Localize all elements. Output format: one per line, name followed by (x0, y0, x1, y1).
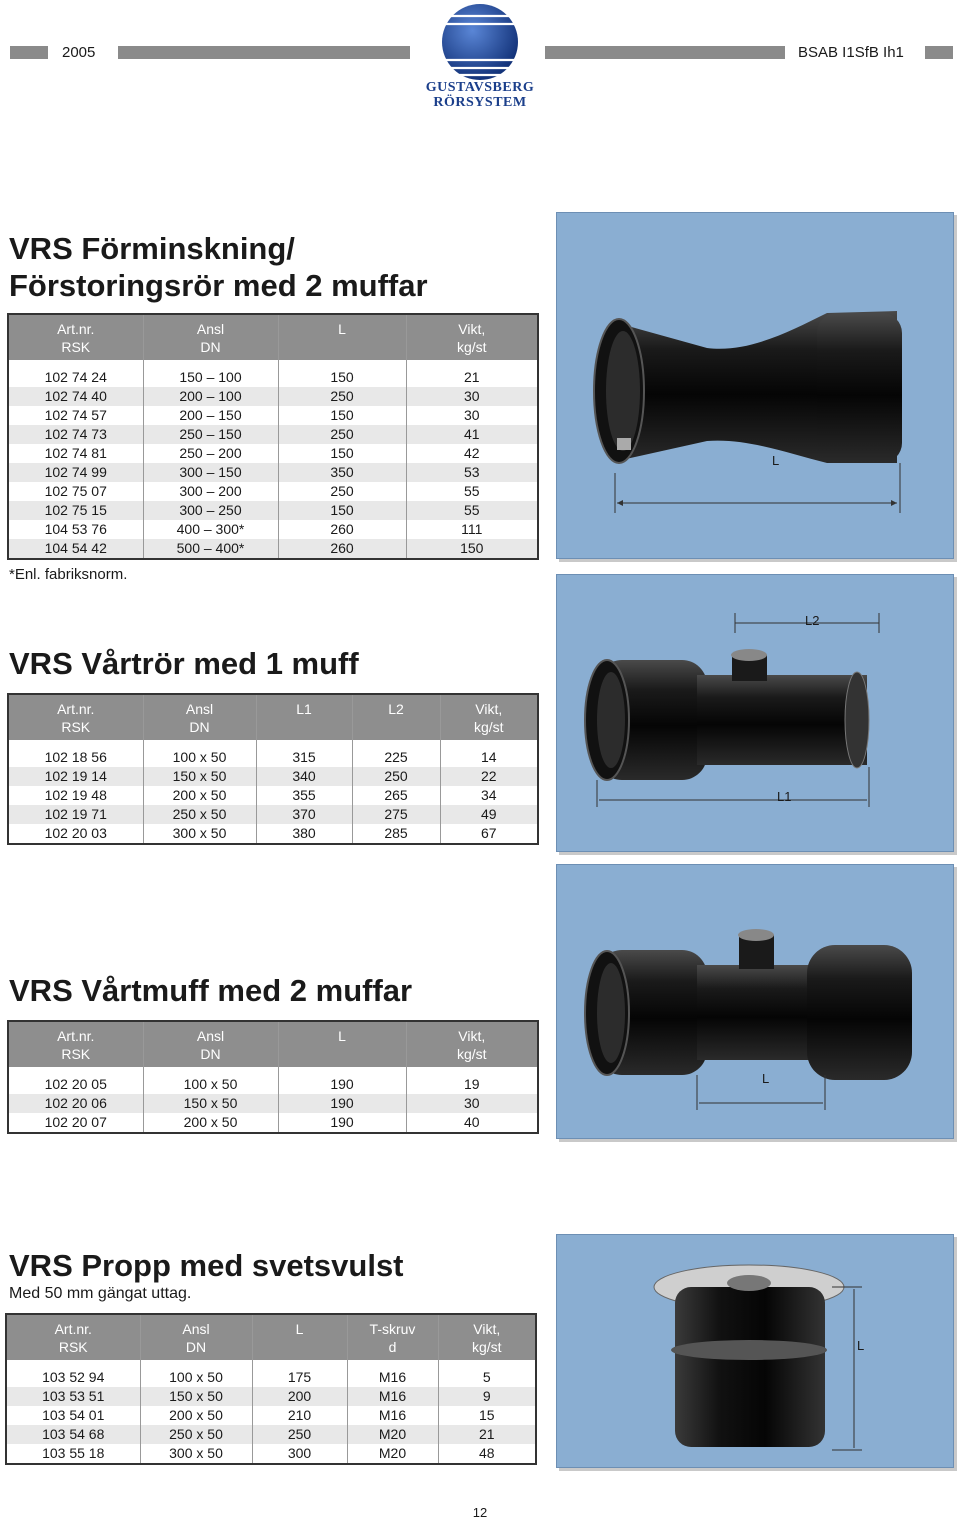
col-header-art: Art.nr. RSK (8, 314, 143, 360)
dim-l: L (772, 453, 780, 468)
table-cell: 400 – 300* (143, 520, 278, 539)
table-cell: 41 (406, 425, 538, 444)
col-header-l1: L1 (256, 694, 352, 740)
table-cell: 40 (406, 1113, 538, 1133)
table-cell: 260 (278, 520, 406, 539)
tee-pipe-illustration (557, 575, 953, 851)
table-row (8, 824, 538, 844)
table-cell: 100 x 50 (143, 1067, 278, 1094)
table-cell: 200 x 50 (143, 1113, 278, 1133)
table-cell: 250 x 50 (143, 805, 256, 824)
table-row (8, 425, 538, 444)
table-cell: 150 x 50 (143, 767, 256, 786)
table-cell: 250 (278, 387, 406, 406)
table-cell: 150 (278, 444, 406, 463)
table-cell: 104 54 42 (8, 539, 143, 559)
table-cell: 500 – 400* (143, 539, 278, 559)
table-cell: 49 (440, 805, 538, 824)
table-cell: 315 (256, 740, 352, 767)
section1-title (9, 230, 428, 304)
table-cell: 380 (256, 824, 352, 844)
table-cell: 102 74 57 (44, 407, 107, 423)
header-code: BSAB I1SfB Ih1 (798, 44, 904, 61)
table-cell: 250 (278, 482, 406, 501)
table-cell: 370 (256, 805, 352, 824)
table-cell: 102 20 06 (8, 1094, 143, 1113)
table-cell: M16 (347, 1360, 438, 1387)
section1-title-line1: VRS Förminskning/ (9, 231, 295, 266)
table-cell: 300 (252, 1444, 347, 1464)
logo-line1: GUSTAVSBERG (425, 80, 535, 95)
table-cell: M16 (347, 1406, 438, 1425)
product-image-reducer (556, 212, 954, 559)
section2-title: VRS Vårtrör med 1 muff (9, 646, 359, 681)
table-cell: 100 x 50 (140, 1360, 252, 1387)
table-cell: 250 – 200 (143, 444, 278, 463)
table-cell: 102 19 48 (44, 787, 107, 803)
section4-rows (6, 1360, 536, 1464)
table-cell: 102 18 56 (44, 749, 107, 765)
table-row (8, 501, 538, 520)
reducer-pipe-illustration (557, 213, 953, 558)
col-header-dn: Ansl DN (140, 1314, 252, 1360)
table-cell: 250 x 50 (140, 1425, 252, 1444)
table-cell: 9 (438, 1387, 536, 1406)
table-cell: 355 (256, 786, 352, 805)
table-cell: 5 (438, 1360, 536, 1387)
col-header-weight: Vikt, kg/st (406, 1021, 538, 1067)
section4-title: VRS Propp med svetsvulst (9, 1248, 404, 1283)
col-header-art: Art.nr. RSK (8, 1021, 143, 1067)
table-row (6, 1406, 536, 1425)
table-cell: 190 (278, 1067, 406, 1094)
table-cell: 102 75 15 (8, 501, 143, 520)
table-cell: 210 (252, 1406, 347, 1425)
table-cell: 53 (406, 463, 538, 482)
table-cell: 250 (352, 767, 440, 786)
table-row (8, 1113, 538, 1133)
section3-title: VRS Vårtmuff med 2 muffar (9, 973, 413, 1008)
header-bar-right (925, 46, 953, 59)
table-row (8, 463, 538, 482)
table-row (6, 1387, 536, 1406)
table-row (6, 1444, 536, 1464)
table-cell: 104 53 76 (44, 521, 107, 537)
table-cell: 265 (352, 786, 440, 805)
table-row (6, 1360, 536, 1387)
table-cell: 250 (252, 1425, 347, 1444)
table-cell: 340 (256, 767, 352, 786)
table-row (8, 786, 538, 805)
table-cell: 21 (406, 360, 538, 387)
section3-rows (8, 1067, 538, 1133)
table-cell: 21 (438, 1425, 536, 1444)
plug-illustration (557, 1235, 953, 1467)
table-cell: 102 74 73 (8, 425, 143, 444)
header-year: 2005 (62, 44, 96, 61)
table-cell: 190 (278, 1094, 406, 1113)
table-row (8, 444, 538, 463)
table-cell: 103 54 01 (42, 1407, 105, 1423)
col-header-l2: L2 (352, 694, 440, 740)
table-cell: 30 (406, 1094, 538, 1113)
section2-table (7, 693, 539, 845)
dim-l: L (762, 1071, 770, 1086)
table-cell: 14 (440, 740, 538, 767)
table-cell: 150 (278, 501, 406, 520)
table-cell: 200 – 150 (143, 406, 278, 425)
table-cell: 200 (252, 1387, 347, 1406)
table-cell: 102 19 71 (8, 805, 143, 824)
section4-subtitle: Med 50 mm gängat uttag. (9, 1285, 192, 1302)
table-cell: 300 x 50 (140, 1444, 252, 1464)
col-header-dn: Ansl DN (143, 314, 278, 360)
table-row (8, 805, 538, 824)
table-cell: 42 (406, 444, 538, 463)
table-row (8, 539, 538, 559)
table-cell: 102 74 99 (8, 463, 143, 482)
table-row (8, 1094, 538, 1113)
col-header-art: Art.nr. RSK (6, 1314, 140, 1360)
page-number: 12 (472, 1505, 488, 1520)
table-cell: 150 (278, 406, 406, 425)
double-socket-tee-illustration (557, 865, 953, 1138)
table-cell: 300 x 50 (143, 824, 256, 844)
table-cell: 102 74 81 (44, 445, 107, 461)
header-bar-mid-right (545, 46, 785, 59)
section1-footnote: *Enl. fabriksnorm. (9, 566, 128, 583)
dim-l2: L2 (805, 613, 820, 628)
table-row (6, 1425, 536, 1444)
dim-l1: L1 (777, 789, 792, 804)
globe-icon (380, 0, 580, 80)
table-cell: 102 74 24 (44, 369, 107, 385)
table-cell: 350 (278, 463, 406, 482)
table-cell: 250 – 150 (143, 425, 278, 444)
table-cell: 103 52 94 (42, 1369, 105, 1385)
product-image-double-socket-tee (556, 864, 954, 1139)
logo (380, 0, 580, 112)
table-cell: 30 (406, 387, 538, 406)
table-cell: 103 55 18 (42, 1445, 105, 1461)
col-header-weight: Vikt, kg/st (440, 694, 538, 740)
section4-table (5, 1313, 537, 1465)
table-cell: 150 x 50 (143, 1094, 278, 1113)
table-cell: 285 (352, 824, 440, 844)
table-cell: 200 – 100 (143, 387, 278, 406)
col-header-l: L (278, 1021, 406, 1067)
table-cell: 102 75 07 (44, 483, 107, 499)
header-bar-left (10, 46, 48, 59)
col-header-l: L (252, 1314, 347, 1360)
table-row (8, 740, 538, 767)
table-row (8, 406, 538, 425)
table-cell: M20 (347, 1444, 438, 1464)
table-cell: 34 (440, 786, 538, 805)
table-cell: 48 (438, 1444, 536, 1464)
table-row (8, 1067, 538, 1094)
header-bar-mid-left (118, 46, 410, 59)
table-cell: 22 (440, 767, 538, 786)
section1-title-line2: Förstoringsrör med 2 muffar (9, 268, 428, 303)
table-cell: 55 (406, 501, 538, 520)
table-row (8, 482, 538, 501)
table-row (8, 520, 538, 539)
table-cell: 102 20 07 (44, 1114, 107, 1130)
table-cell: 150 x 50 (140, 1387, 252, 1406)
table-cell: 200 x 50 (143, 786, 256, 805)
table-cell: 200 x 50 (140, 1406, 252, 1425)
table-cell: 111 (406, 520, 538, 539)
table-cell: 15 (438, 1406, 536, 1425)
table-cell: 300 – 200 (143, 482, 278, 501)
table-cell: 67 (440, 824, 538, 844)
section1-table (7, 313, 539, 560)
section3-table (7, 1020, 539, 1134)
table-cell: 102 20 05 (44, 1076, 107, 1092)
table-cell: 55 (406, 482, 538, 501)
table-cell: 103 53 51 (6, 1387, 140, 1406)
col-header-l: L (278, 314, 406, 360)
table-cell: 30 (406, 406, 538, 425)
col-header-tscrew: T-skruv d (347, 1314, 438, 1360)
table-cell: 150 – 100 (143, 360, 278, 387)
table-cell: 175 (252, 1360, 347, 1387)
dim-l: L (857, 1338, 865, 1353)
table-cell: 225 (352, 740, 440, 767)
table-cell: 100 x 50 (143, 740, 256, 767)
table-cell: 150 (406, 539, 538, 559)
logo-line2: RÖRSYSTEM (433, 95, 527, 110)
table-cell: 102 19 14 (8, 767, 143, 786)
table-cell: 275 (352, 805, 440, 824)
table-cell: 250 (278, 425, 406, 444)
table-cell: M16 (347, 1387, 438, 1406)
col-header-art: Art.nr. RSK (8, 694, 143, 740)
table-cell: 300 – 250 (143, 501, 278, 520)
table-cell: 190 (278, 1113, 406, 1133)
col-header-dn: Ansl DN (143, 694, 256, 740)
col-header-weight: Vikt, kg/st (406, 314, 538, 360)
table-cell: 102 20 03 (44, 825, 107, 841)
col-header-weight: Vikt, kg/st (438, 1314, 536, 1360)
product-image-plug (556, 1234, 954, 1468)
table-cell: 300 – 150 (143, 463, 278, 482)
table-cell: M20 (347, 1425, 438, 1444)
table-cell: 260 (278, 539, 406, 559)
table-cell: 19 (406, 1067, 538, 1094)
section2-rows (8, 740, 538, 844)
product-image-tee (556, 574, 954, 852)
table-cell: 150 (278, 360, 406, 387)
table-row (8, 360, 538, 387)
section1-rows (8, 360, 538, 559)
col-header-dn: Ansl DN (143, 1021, 278, 1067)
table-row (8, 387, 538, 406)
table-cell: 102 74 40 (8, 387, 143, 406)
table-cell: 103 54 68 (6, 1425, 140, 1444)
table-row (8, 767, 538, 786)
